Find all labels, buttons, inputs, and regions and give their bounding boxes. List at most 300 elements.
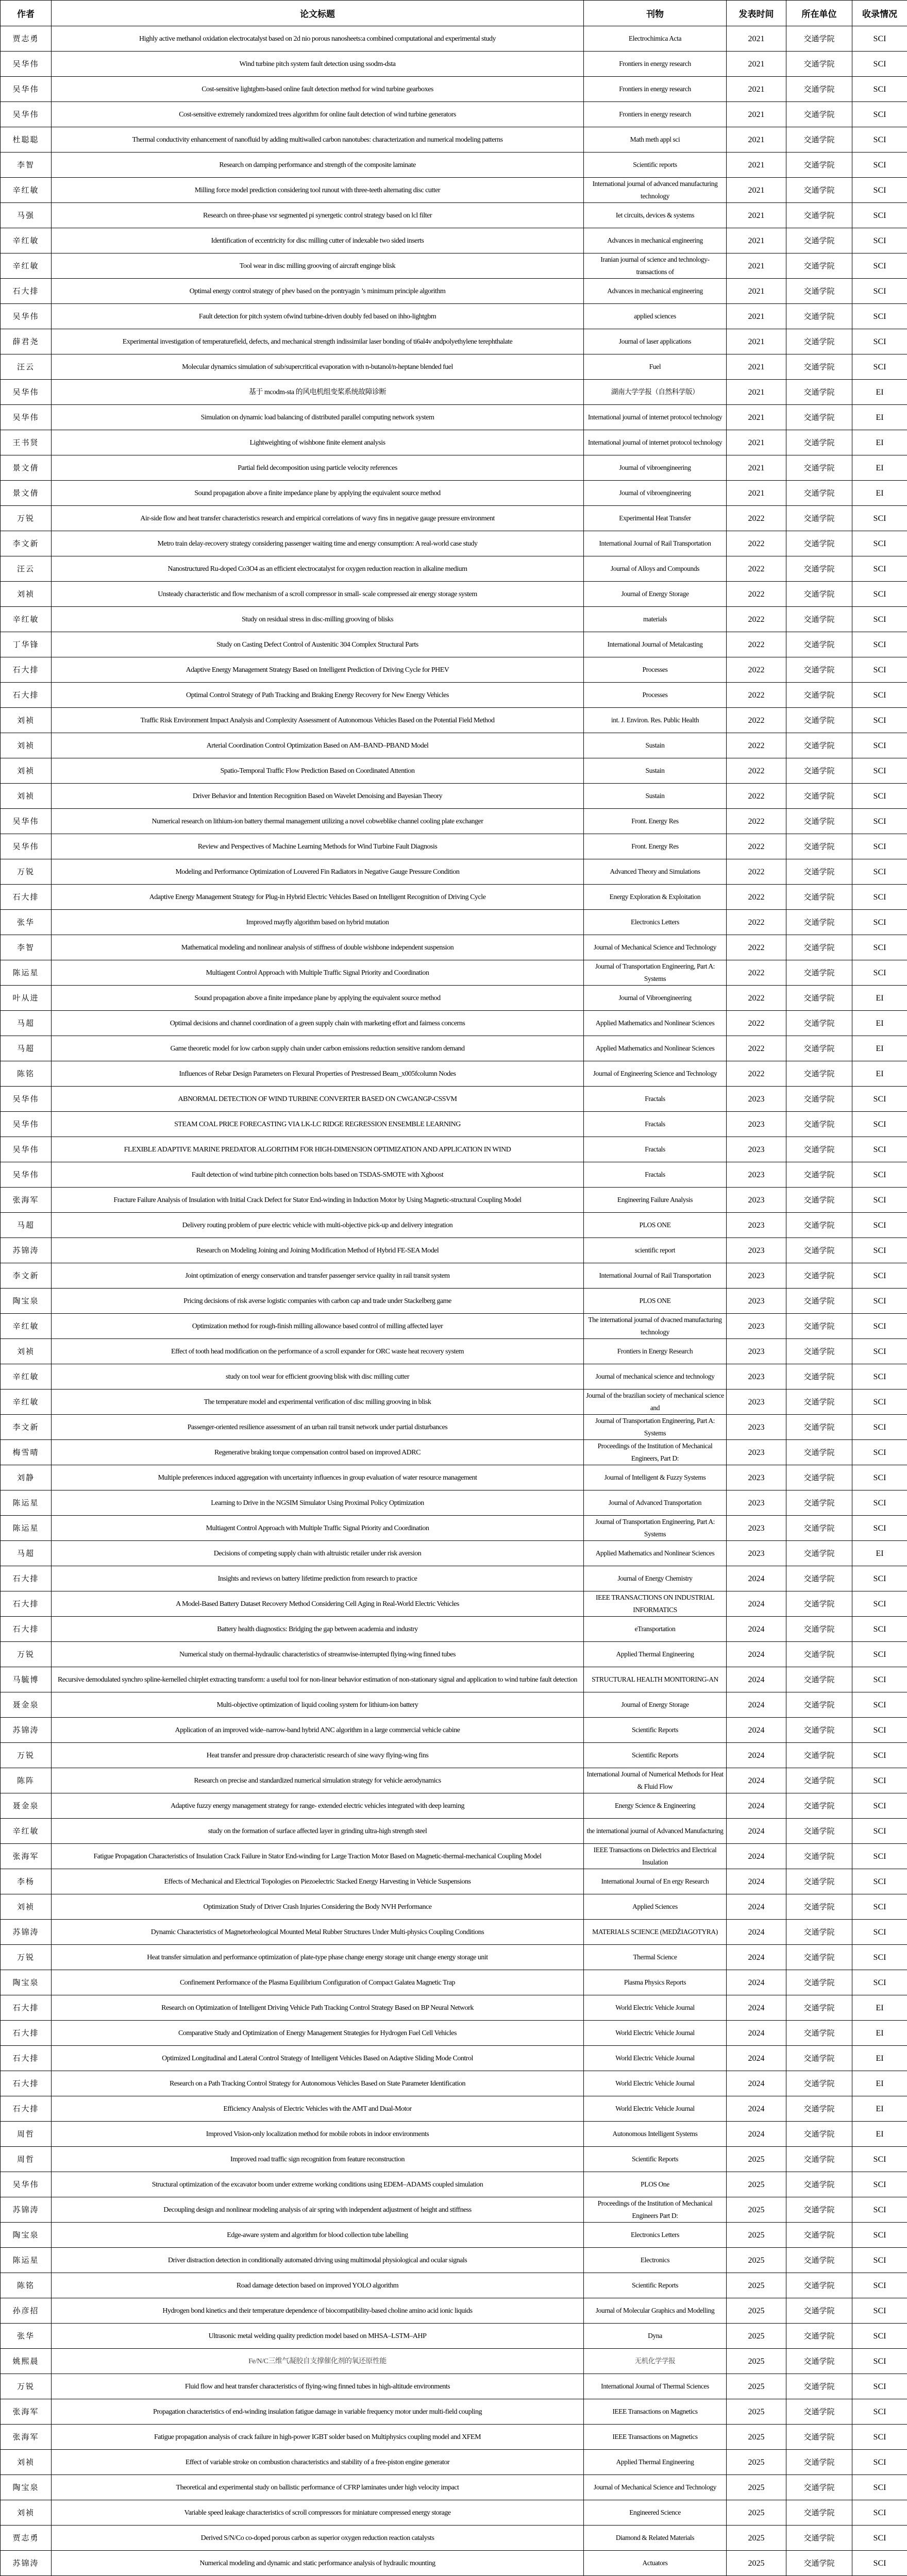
year-cell: 2021 [727,380,786,405]
title-cell: Effects of Mechanical and Electrical Topologies on Piezoelectric Stacked Energy Harvesting in Vehicle Suspensions [52,1869,584,1894]
index-cell: SCI [852,2475,907,2500]
year-cell: 2024 [727,1566,786,1591]
author-cell: 景文倩 [1,481,52,506]
title-cell: STEAM COAL PRICE FORECASTING VIA LK-LC RIDGE REGRESSION ENSEMBLE LEARNING [52,1112,584,1137]
author-cell: 万锐 [1,1945,52,1970]
author-cell: 张华 [1,2324,52,2349]
table-row [1,52,907,77]
journal-cell: IEEE Transactions on Magnetics [584,2425,727,2450]
unit-cell: 交通学院 [786,2526,852,2551]
year-cell: 2022 [727,657,786,683]
table-row [1,1667,907,1692]
table-row [1,657,907,683]
year-cell: 2022 [727,531,786,556]
title-cell: Multiagent Control Approach with Multiple Traffic Signal Priority and Coordination [52,960,584,986]
year-cell: 2022 [727,1061,786,1087]
year-cell: 2023 [727,1188,786,1213]
index-cell: EI [852,2122,907,2147]
year-cell: 2025 [727,2197,786,2223]
author-cell: 陶宝泉 [1,1289,52,1314]
table-row [1,279,907,304]
author-cell: 辛红敏 [1,1819,52,1844]
journal-cell: Electrochimica Acta [584,26,727,52]
journal-cell: World Electric Vehicle Journal [584,2096,727,2122]
table-row [1,506,907,531]
index-cell: SCI [852,2399,907,2425]
table-row [1,1389,907,1415]
table-row [1,2551,907,2576]
author-cell: 王书贤 [1,430,52,455]
table-row [1,2500,907,2526]
year-cell: 2025 [727,2425,786,2450]
year-cell: 2024 [727,1667,786,1692]
year-cell: 2024 [727,2046,786,2071]
title-cell: Optimization Study of Driver Crash Injuries Considering the Body NVH Performance [52,1894,584,1920]
journal-cell: International Journal of En ergy Research [584,1869,727,1894]
unit-cell: 交通学院 [786,1642,852,1667]
journal-cell: Journal of the brazilian society of mechanical science and [584,1389,727,1415]
header-year: 发表时间 [727,1,786,26]
index-cell: SCI [852,2551,907,2576]
author-cell: 张海军 [1,1188,52,1213]
index-cell: SCI [852,1213,907,1238]
index-cell: SCI [852,758,907,784]
index-cell: SCI [852,52,907,77]
index-cell: SCI [852,733,907,758]
title-cell: Fe/N/C三维气凝胶自支撑催化剂的氧还原性能 [52,2349,584,2374]
table-row [1,1718,907,1743]
year-cell: 2023 [727,1389,786,1415]
title-cell: Research on three-phase vsr segmented pi synergetic control strategy based on lcl filter [52,203,584,228]
table-row [1,607,907,632]
journal-cell: Advanced Theory and Simulations [584,859,727,885]
year-cell: 2024 [727,1743,786,1768]
journal-cell: Scientific reports [584,152,727,178]
unit-cell: 交通学院 [786,1389,852,1415]
journal-cell: Journal of Alloys and Compounds [584,556,727,582]
year-cell: 2025 [727,2399,786,2425]
author-cell: 辛红敏 [1,1314,52,1339]
title-cell: Improved mayfly algorithm based on hybrid mutation [52,910,584,935]
title-cell: Research on precise and standardized numerical simulation strategy for vehicle aerodynamics [52,1768,584,1793]
year-cell: 2023 [727,1339,786,1364]
table-row [1,2273,907,2298]
author-cell: 汪云 [1,556,52,582]
table-row [1,2425,907,2450]
table-row [1,1490,907,1516]
title-cell: Fatigue Propagation Characteristics of Insulation Crack Failure in Stator End-winding for Large Traction Motor Based on Magnetic-thermal-mechanical Coupling Model [52,1844,584,1869]
journal-cell: Iranian journal of science and technology-transactions of [584,253,727,279]
table-row [1,127,907,152]
title-cell: Optimal decisions and channel coordination of a green supply chain with marketing effort and fairness concerns [52,1011,584,1036]
title-cell: Recursive demodulated synchro spline-kernelled chirplet extracting transform: a useful tool for non-linear behavior estimation of non-stationary signal and application to wind turbine fault detection [52,1667,584,1692]
title-cell: Improved road traffic sign recognition from feature reconstruction [52,2147,584,2172]
index-cell: EI [852,2046,907,2071]
table-row [1,253,907,279]
index-cell: SCI [852,1743,907,1768]
author-cell: 石大排 [1,2071,52,2096]
title-cell: Decisions of competing supply chain with altruistic retailer under risk aversion [52,1541,584,1566]
index-cell: SCI [852,253,907,279]
author-cell: 吴华伟 [1,102,52,127]
index-cell: SCI [852,2526,907,2551]
author-cell: 陈铭 [1,2273,52,2298]
unit-cell: 交通学院 [786,708,852,733]
journal-cell: PLOS ONE [584,1213,727,1238]
table-row [1,2374,907,2399]
author-cell: 贾志勇 [1,2526,52,2551]
author-cell: 李文新 [1,1415,52,1440]
author-cell: 马毓博 [1,1667,52,1692]
journal-cell: Journal of laser applications [584,329,727,354]
journal-cell: International journal of advanced manufacturing technology [584,178,727,203]
table-row [1,1970,907,1995]
year-cell: 2024 [727,2071,786,2096]
year-cell: 2023 [727,1087,786,1112]
title-cell: Adaptive fuzzy energy management strategy for range- extended electric vehicles integrated with deep learning [52,1793,584,1819]
title-cell: Wind turbine pitch system fault detection using ssodm-dsta [52,52,584,77]
index-cell: SCI [852,960,907,986]
index-cell: SCI [852,1364,907,1389]
unit-cell: 交通学院 [786,1844,852,1869]
index-cell: SCI [852,885,907,910]
journal-cell: Actuators [584,2551,727,2576]
unit-cell: 交通学院 [786,1894,852,1920]
index-cell: SCI [852,178,907,203]
title-cell: Dynamic Characteristics of Magnetorheological Mounted Metal Rubber Structures Under Multi-physics Coupling Conditions [52,1920,584,1945]
author-cell: 苏锦涛 [1,1920,52,1945]
unit-cell: 交通学院 [786,2172,852,2197]
unit-cell: 交通学院 [786,2399,852,2425]
author-cell: 陈运星 [1,1490,52,1516]
unit-cell: 交通学院 [786,1819,852,1844]
unit-cell: 交通学院 [786,2248,852,2273]
journal-cell: Frontiers in energy research [584,77,727,102]
title-cell: Influences of Rebar Design Parameters on Flexural Properties of Prestressed Beam_x005fcolumn Nodes [52,1061,584,1087]
table-row [1,481,907,506]
table-row [1,1920,907,1945]
year-cell: 2025 [727,2172,786,2197]
unit-cell: 交通学院 [786,52,852,77]
year-cell: 2022 [727,758,786,784]
index-cell: EI [852,2021,907,2046]
author-cell: 张海军 [1,2399,52,2425]
index-cell: SCI [852,1188,907,1213]
table-row [1,2349,907,2374]
journal-cell: 湖南大学学报（自然科学版） [584,380,727,405]
unit-cell: 交通学院 [786,1490,852,1516]
year-cell: 2023 [727,1289,786,1314]
title-cell: The temperature model and experimental verification of disc milling grooving in blisk [52,1389,584,1415]
year-cell: 2022 [727,935,786,960]
author-cell: 苏锦涛 [1,2197,52,2223]
index-cell: SCI [852,2298,907,2324]
journal-cell: International Journal of Rail Transportation [584,1263,727,1289]
journal-cell: Proceedings of the Institution of Mechanical Engineers, Part D: [584,1440,727,1465]
index-cell: SCI [852,203,907,228]
unit-cell: 交通学院 [786,657,852,683]
journal-cell: Energy Science & Engineering [584,1793,727,1819]
table-row [1,1364,907,1389]
index-cell: SCI [852,859,907,885]
author-cell: 石大排 [1,1617,52,1642]
table-row [1,1617,907,1642]
author-cell: 陈运星 [1,2248,52,2273]
table-row [1,2197,907,2223]
journal-cell: Fractals [584,1087,727,1112]
year-cell: 2024 [727,1894,786,1920]
table-row [1,1238,907,1263]
table-row [1,683,907,708]
index-cell: SCI [852,2450,907,2475]
table-row [1,1314,907,1339]
table-row [1,2475,907,2500]
title-cell: Efficiency Analysis of Electric Vehicles with the AMT and Dual-Motor [52,2096,584,2122]
year-cell: 2022 [727,556,786,582]
year-cell: 2021 [727,102,786,127]
index-cell: SCI [852,1566,907,1591]
journal-cell: Processes [584,657,727,683]
year-cell: 2023 [727,1263,786,1289]
journal-cell: Engineering Failure Analysis [584,1188,727,1213]
author-cell: 梅雪晴 [1,1440,52,1465]
author-cell: 张华 [1,910,52,935]
table-row [1,2399,907,2425]
index-cell: EI [852,2096,907,2122]
index-cell: SCI [852,834,907,859]
index-cell: SCI [852,607,907,632]
title-cell: Research on Optimization of Intelligent Driving Vehicle Path Tracking Control Strategy Based on BP Neural Network [52,1995,584,2021]
unit-cell: 交通学院 [786,26,852,52]
title-cell: Optimization method for rough-finish milling allowance based control of milling affected layer [52,1314,584,1339]
year-cell: 2022 [727,582,786,607]
table-row [1,1162,907,1188]
author-cell: 石大排 [1,1566,52,1591]
year-cell: 2022 [727,834,786,859]
unit-cell: 交通学院 [786,1692,852,1718]
index-cell: SCI [852,1642,907,1667]
title-cell: Decoupling design and nonlinear modeling analysis of air spring with independent adjustment of height and stiffness [52,2197,584,2223]
author-cell: 马超 [1,1011,52,1036]
year-cell: 2021 [727,279,786,304]
unit-cell: 交通学院 [786,430,852,455]
index-cell: SCI [852,2197,907,2223]
author-cell: 吴华伟 [1,834,52,859]
title-cell: Ultrasonic metal welding quality prediction model based on MHSA–LSTM–AHP [52,2324,584,2349]
unit-cell: 交通学院 [786,1364,852,1389]
index-cell: SCI [852,2349,907,2374]
title-cell: Cost-sensitive lightgbm-based online fault detection method for wind turbine gearboxes [52,77,584,102]
index-cell: SCI [852,1415,907,1440]
journal-cell: Autonomous Intelligent Systems [584,2122,727,2147]
table-row [1,2526,907,2551]
index-cell: EI [852,481,907,506]
table-row [1,203,907,228]
unit-cell: 交通学院 [786,859,852,885]
table-row [1,1945,907,1970]
journal-cell: Fractals [584,1112,727,1137]
index-cell: EI [852,430,907,455]
index-cell: SCI [852,2248,907,2273]
author-cell: 孙彦招 [1,2298,52,2324]
author-cell: 刘祯 [1,708,52,733]
author-cell: 陈铭 [1,1061,52,1087]
header-unit: 所在单位 [786,1,852,26]
journal-cell: Journal of Vibroengineering [584,986,727,1011]
table-row [1,430,907,455]
unit-cell: 交通学院 [786,1516,852,1541]
author-cell: 吴华伟 [1,1112,52,1137]
unit-cell: 交通学院 [786,1920,852,1945]
year-cell: 2021 [727,405,786,430]
table-row [1,2096,907,2122]
year-cell: 2025 [727,2147,786,2172]
journal-cell: Applied Mathematics and Nonlinear Sciences [584,1541,727,1566]
year-cell: 2025 [727,2551,786,2576]
author-cell: 马超 [1,1036,52,1061]
table-row [1,2223,907,2248]
year-cell: 2025 [727,2349,786,2374]
title-cell: Effect of tooth head modification on the performance of a scroll expander for ORC waste heat recovery system [52,1339,584,1364]
index-cell: EI [852,455,907,481]
index-cell: SCI [852,1768,907,1793]
year-cell: 2025 [727,2324,786,2349]
index-cell: SCI [852,354,907,380]
author-cell: 万锐 [1,506,52,531]
index-cell: SCI [852,506,907,531]
index-cell: SCI [852,1112,907,1137]
unit-cell: 交通学院 [786,380,852,405]
title-cell: study on the formation of surface affected layer in grinding ultra-high strength steel [52,1819,584,1844]
title-cell: Optimized Longitudinal and Lateral Control Strategy of Intelligent Vehicles Based on Adaptive Sliding Mode Control [52,2046,584,2071]
author-cell: 陶宝泉 [1,1970,52,1995]
author-cell: 苏锦涛 [1,1718,52,1743]
title-cell: Study on residual stress in disc-milling grooving of blisks [52,607,584,632]
year-cell: 2024 [727,2021,786,2046]
journal-cell: Electronics Letters [584,910,727,935]
journal-cell: International Journal of Thermal Sciences [584,2374,727,2399]
author-cell: 吴华伟 [1,304,52,329]
journal-cell: Journal of Transportation Engineering, Part A: Systems [584,1516,727,1541]
unit-cell: 交通学院 [786,2500,852,2526]
author-cell: 陈运星 [1,1516,52,1541]
title-cell: Joint optimization of energy conservation and transfer passenger service quality in rail transit system [52,1263,584,1289]
journal-cell: Scientific Reports [584,1718,727,1743]
index-cell: EI [852,380,907,405]
title-cell: Road damage detection based on improved YOLO algorithm [52,2273,584,2298]
author-cell: 吴华伟 [1,380,52,405]
unit-cell: 交通学院 [786,809,852,834]
title-cell: Numerical research on lithium-ion battery thermal management utilizing a novel cobweblike channel cooling plate exchanger [52,809,584,834]
year-cell: 2024 [727,1718,786,1743]
title-cell: Battery health diagnostics: Bridging the gap between academia and industry [52,1617,584,1642]
unit-cell: 交通学院 [786,1465,852,1490]
year-cell: 2024 [727,1692,786,1718]
year-cell: 2022 [727,632,786,657]
author-cell: 苏锦涛 [1,1238,52,1263]
index-cell: SCI [852,77,907,102]
author-cell: 吴华伟 [1,1162,52,1188]
unit-cell: 交通学院 [786,1137,852,1162]
author-cell: 聂金泉 [1,1692,52,1718]
unit-cell: 交通学院 [786,2273,852,2298]
journal-cell: Journal of Transportation Engineering, Part A: Systems [584,960,727,986]
title-cell: Simulation on dynamic load balancing of distributed parallel computing network system [52,405,584,430]
year-cell: 2021 [727,481,786,506]
unit-cell: 交通学院 [786,2425,852,2450]
author-cell: 辛红敏 [1,1364,52,1389]
year-cell: 2021 [727,152,786,178]
table-row [1,733,907,758]
journal-cell: Journal of Molecular Graphics and Modelling [584,2298,727,2324]
table-row [1,2172,907,2197]
year-cell: 2024 [727,1819,786,1844]
journal-cell: Fractals [584,1137,727,1162]
year-cell: 2022 [727,885,786,910]
journal-cell: scientific report [584,1238,727,1263]
table-row [1,1541,907,1566]
author-cell: 刘祯 [1,1339,52,1364]
author-cell: 刘祯 [1,1894,52,1920]
index-cell: SCI [852,1692,907,1718]
unit-cell: 交通学院 [786,1718,852,1743]
index-cell: EI [852,2071,907,2096]
unit-cell: 交通学院 [786,2096,852,2122]
title-cell: Thermal conductivity enhancement of nanofluid by adding multiwalled carbon nanotubes: characterization and numerical modeling patterns [52,127,584,152]
unit-cell: 交通学院 [786,102,852,127]
title-cell: Derived S/N/Co co-doped porous carbon as superior oxygen reduction reaction catalysts [52,2526,584,2551]
author-cell: 刘祯 [1,758,52,784]
index-cell: SCI [852,1339,907,1364]
year-cell: 2022 [727,1036,786,1061]
title-cell: Fault detection of wind turbine pitch connection bolts based on TSDAS-SMOTE with Xgboost [52,1162,584,1188]
journal-cell: Journal of Intelligent & Fuzzy Systems [584,1465,727,1490]
index-cell: SCI [852,910,907,935]
unit-cell: 交通学院 [786,1541,852,1566]
index-cell: SCI [852,1238,907,1263]
unit-cell: 交通学院 [786,758,852,784]
title-cell: Delivery routing problem of pure electric vehicle with multi-objective pick-up and delivery integration [52,1213,584,1238]
index-cell: SCI [852,2374,907,2399]
year-cell: 2021 [727,304,786,329]
title-cell: Regenerative braking torque compensation control based on improved ADRC [52,1440,584,1465]
journal-cell: The international journal of dvacned manufacturing technology [584,1314,727,1339]
unit-cell: 交通学院 [786,556,852,582]
author-cell: 万锐 [1,859,52,885]
unit-cell: 交通学院 [786,1617,852,1642]
journal-cell: Journal of vibroengineering [584,455,727,481]
title-cell: Pricing decisions of risk averse logistic companies with carbon cap and trade under Stackelberg game [52,1289,584,1314]
header-author: 作者 [1,1,52,26]
journal-cell: International journal of internet protocol technology [584,430,727,455]
year-cell: 2025 [727,2500,786,2526]
title-cell: Fault detection for pitch system ofwind turbine-driven doubly fed based on ihho-lightgbm [52,304,584,329]
year-cell: 2023 [727,1440,786,1465]
title-cell: Spatio-Temporal Traffic Flow Prediction Based on Coordinated Attention [52,758,584,784]
title-cell: Research on damping performance and strength of the composite laminate [52,152,584,178]
title-cell: Unsteady characteristic and flow mechanism of a scroll compressor in small- scale compressed air energy storage system [52,582,584,607]
unit-cell: 交通学院 [786,1314,852,1339]
journal-cell: Dyna [584,2324,727,2349]
title-cell: Modeling and Performance Optimization of Louvered Fin Radiators in Negative Gauge Pressure Condition [52,859,584,885]
title-cell: Partial field decomposition using particle velocity references [52,455,584,481]
year-cell: 2024 [727,1869,786,1894]
title-cell: Driver Behavior and Intention Recognition Based on Wavelet Denoising and Bayesian Theory [52,784,584,809]
title-cell: Multiagent Control Approach with Multiple Traffic Signal Priority and Coordination [52,1516,584,1541]
author-cell: 马超 [1,1213,52,1238]
journal-cell: Scientific Reports [584,2147,727,2172]
unit-cell: 交通学院 [786,2021,852,2046]
